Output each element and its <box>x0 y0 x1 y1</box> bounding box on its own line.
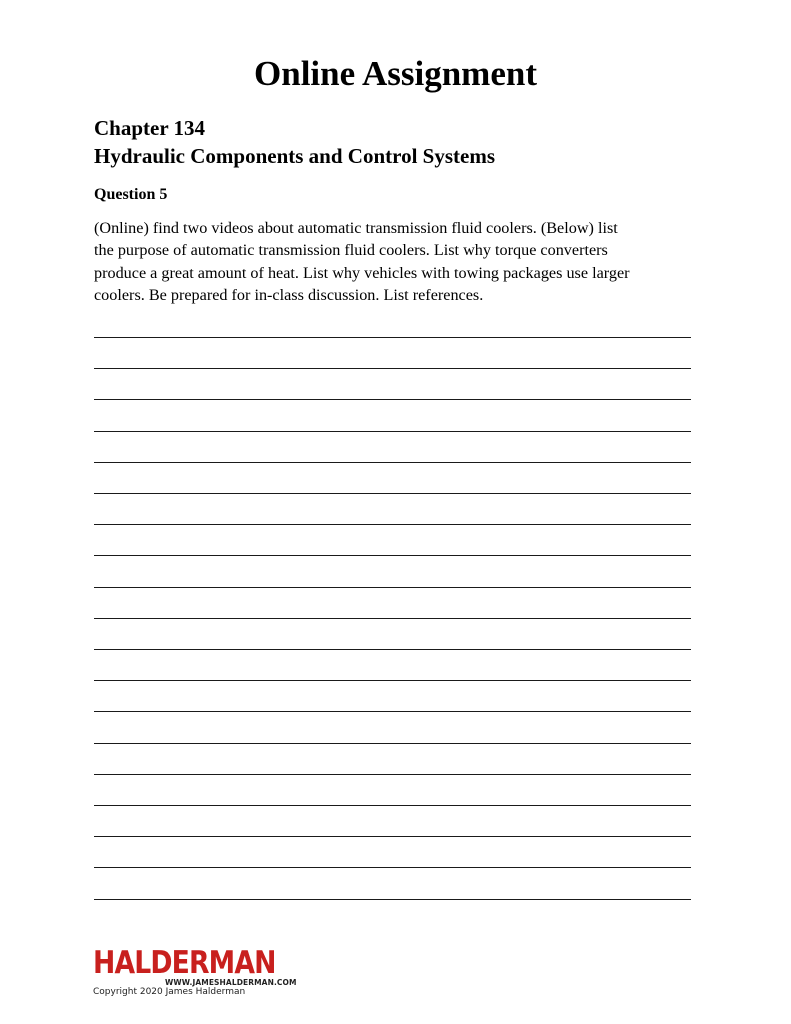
copyright-notice: Copyright 2020 James Halderman <box>93 987 246 997</box>
chapter-number: Chapter 134 <box>94 116 206 140</box>
question-text-line: (Online) find two videos about automatic transmission fluid coolers. (Below) list <box>94 219 618 237</box>
answer-line <box>94 805 691 806</box>
question-text <box>94 217 704 307</box>
question-text-line: the purpose of automatic transmission fluid coolers. List why torque converters <box>94 241 608 260</box>
question-text-line: produce a great amount of heat. List why vehicles with towing packages use larger <box>94 263 630 282</box>
answer-line <box>94 649 691 650</box>
halderman-logo: HALDERMAN <box>93 945 276 981</box>
answer-line <box>94 899 691 900</box>
page-title: Online Assignment <box>254 54 537 93</box>
question-text-line: coolers. Be prepared for in-class discussion. List references. <box>94 286 484 305</box>
answer-line <box>94 368 691 369</box>
answer-line <box>94 524 691 525</box>
answer-line <box>94 587 691 588</box>
answer-line <box>94 493 691 494</box>
answer-line <box>94 743 691 744</box>
answer-line <box>94 774 691 775</box>
answer-line <box>94 337 691 338</box>
answer-line <box>94 431 691 432</box>
website-url: WWW.JAMESHALDERMAN.COM <box>165 978 297 987</box>
answer-line <box>94 618 691 619</box>
answer-line <box>94 462 691 463</box>
answer-line <box>94 836 691 837</box>
answer-line <box>94 399 691 400</box>
question-label: Question 5 <box>94 186 168 203</box>
answer-line <box>94 867 691 868</box>
answer-line <box>94 555 691 556</box>
answer-line <box>94 711 691 712</box>
answer-line <box>94 680 691 681</box>
chapter-title: Hydraulic Components and Control Systems <box>94 144 495 168</box>
